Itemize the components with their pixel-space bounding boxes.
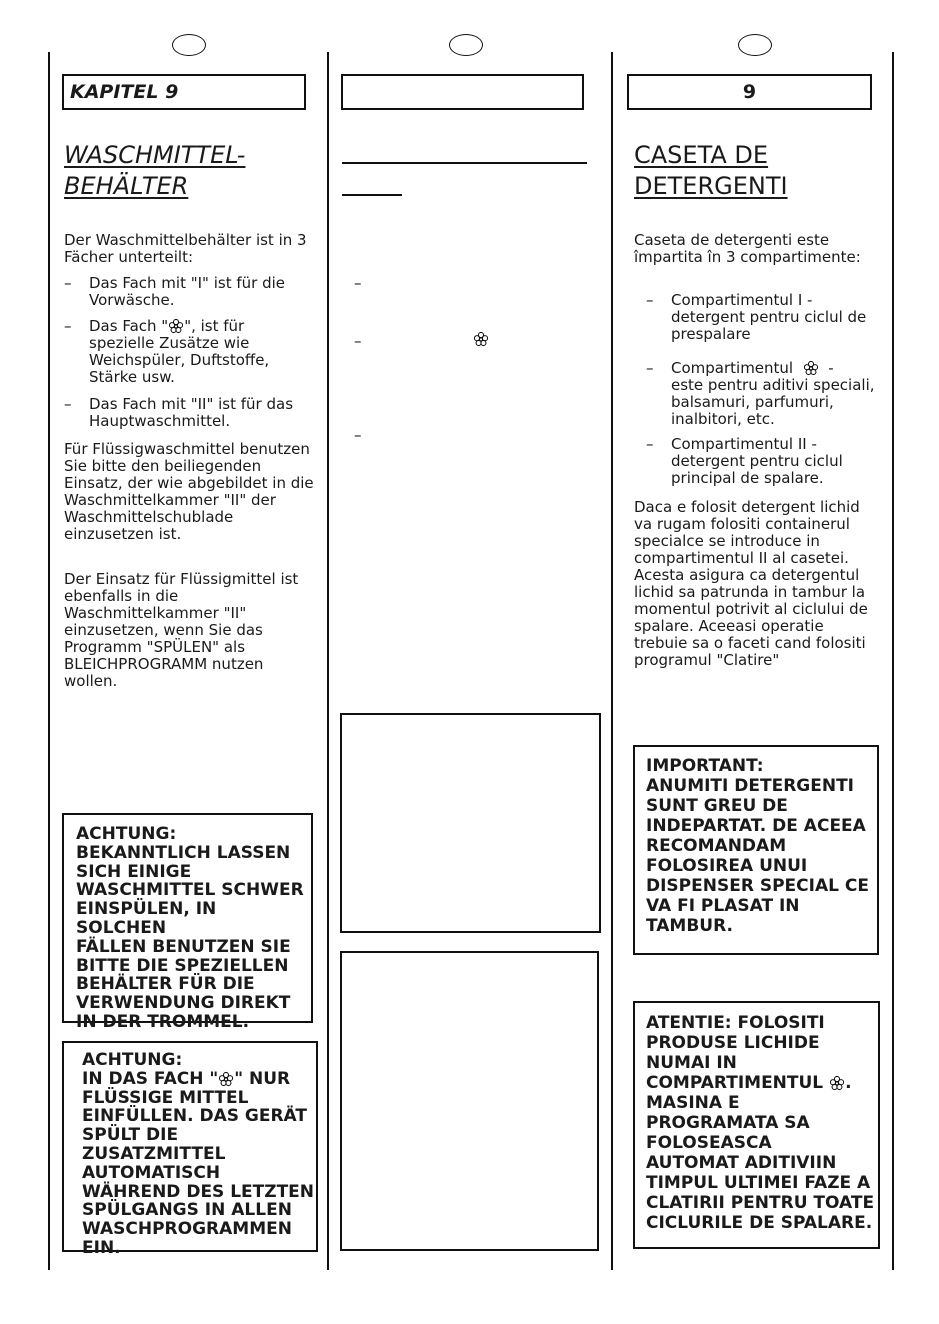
- bullet-dash: –: [354, 426, 362, 444]
- intro-text: Caseta de detergenti este împartita în 3 compartimente:: [634, 231, 861, 266]
- language-circle-icon: [449, 34, 483, 56]
- warning-text-part: ATENTIE: FOLOSITI PRODUSE LICHIDE NUMAI IN COMPARTIMENTUL: [646, 1013, 825, 1093]
- list-item-text: Compartimentul - este pentru aditivi speciali, balsamuri, parfumuri, inalbitori, etc.: [671, 359, 875, 428]
- list-item-text-part: Das Fach ": [89, 317, 169, 335]
- title-line: BEHÄLTER: [64, 172, 189, 200]
- list-item-text-part: ", ist für spezielle Zusätze wie Weichspüler, Duftstoffe, Stärke usw.: [89, 317, 270, 386]
- list-item-text-part: Compartimentul: [671, 359, 794, 377]
- title-line: DETERGENTI: [634, 172, 788, 200]
- list-item-text: Compartimentul I - detergent pentru ciclul de prespalare: [671, 291, 867, 343]
- column-divider: [327, 52, 329, 1270]
- empty-notice-box: [340, 951, 599, 1251]
- flower-icon: [168, 318, 184, 334]
- bullet-dash: –: [64, 274, 72, 292]
- chapter-header: [341, 74, 584, 110]
- language-circle-icon: [738, 34, 772, 56]
- title-underline: [342, 162, 587, 164]
- empty-notice-box: [340, 713, 601, 933]
- bullet-dash: –: [646, 359, 654, 377]
- warning-text-part: " NUR FLÜSSIGE MITTEL EINFÜLLEN. DAS GERÄT SPÜLT DIE ZUSATZMITTEL AUTOMATISCH WÄHREND DES LETZTEN SPÜLGANGS IN ALLEN WASCHPROGRAMMEN EIN.: [82, 1068, 315, 1258]
- flower-icon: [473, 331, 489, 347]
- flower-icon: [218, 1071, 234, 1087]
- list-item-text: [89, 318, 299, 386]
- column-divider: [48, 52, 50, 1270]
- bullet-dash: –: [646, 435, 654, 453]
- list-item-text: Compartimentul II - detergent pentru ciclul principal de spalare.: [671, 435, 843, 487]
- body-paragraph: Für Flüssigwaschmittel benutzen Sie bitte den beiliegenden Einsatz, der wie abgebildet in die Waschmittelkammer "II" der Waschmittelschublade einzusetzen ist.: [64, 440, 314, 543]
- language-circle-icon: [172, 34, 206, 56]
- warning-box: [633, 1001, 880, 1249]
- column-divider: [611, 52, 613, 1270]
- section-title: [634, 140, 788, 202]
- title-line: WASCHMITTEL-: [64, 141, 246, 169]
- bullet-dash: –: [64, 317, 72, 335]
- bullet-dash: –: [354, 332, 362, 350]
- body-paragraph: Der Einsatz für Flüssigmittel ist ebenfalls in die Waschmittelkammer "II" einzusetzen, wenn Sie das Programm "SPÜLEN" als BLEICHPROGRAMM nutzen wollen.: [64, 570, 299, 690]
- warning-text-part: ACHTUNG: IN DAS FACH ": [82, 1050, 219, 1089]
- flower-icon: [803, 360, 819, 376]
- list-item-text-part: este pentru aditivi speciali, balsamuri, parfumuri, inalbitori, etc.: [671, 376, 875, 428]
- flower-icon: [829, 1075, 845, 1091]
- title-line: CASETA DE: [634, 141, 769, 169]
- bullet-dash: –: [646, 291, 654, 309]
- title-underline: [342, 194, 402, 196]
- chapter-label: KAPITEL 9: [70, 81, 179, 103]
- warning-text: [646, 1013, 878, 1233]
- column-divider: [892, 52, 894, 1270]
- bullet-dash: –: [64, 395, 72, 413]
- warning-box: [62, 1041, 318, 1258]
- list-item-text: Das Fach mit "I" ist für die Vorwäsche.: [89, 274, 285, 309]
- body-paragraph: Daca e folosit detergent lichid va rugam folositi containerul specialce se introduce in compartimentul II al casetei. Acesta asigura ca detergentul lichid sa patrunda in tambur la momentul potrivit al ciclului de spalare. Aceeasi operatie trebuie sa o faceti cand folositi programul "Clatire": [634, 498, 868, 669]
- chapter-number: 9: [742, 81, 757, 103]
- intro-text: Der Waschmittelbehälter ist in 3 Fächer unterteilt:: [64, 231, 307, 266]
- warning-text-part: . MASINA E PROGRAMATA SA FOLOSEASCA AUTOMAT ADITIVIIN TIMPUL ULTIMEI FAZE A CLATIRII PENTRU TOATE CICLURILE DE SPALARE.: [646, 1073, 875, 1233]
- warning-text: [82, 1051, 318, 1258]
- chapter-header: [62, 74, 306, 110]
- list-item-text: Das Fach mit "II" ist für das Hauptwaschmittel.: [89, 395, 294, 430]
- chapter-header: [627, 74, 872, 110]
- warning-text: ACHTUNG: BEKANNTLICH LASSEN SICH EINIGE WASCHMITTEL SCHWER EINSPÜLEN, IN SOLCHEN FÄLLEN BENUTZEN SIE BITTE DIE SPEZIELLEN BEHÄLTER FÜR DIE VERWENDUNG DIREKT IN DER TROMMEL.: [76, 824, 304, 1032]
- bullet-dash: –: [354, 274, 362, 292]
- section-title: [64, 140, 245, 202]
- warning-box: [633, 745, 879, 955]
- warning-box: [62, 813, 313, 1032]
- warning-text: IMPORTANT: ANUMITI DETERGENTI SUNT GREU DE INDEPARTAT. DE ACEEA RECOMANDAM FOLOSIREA UNUI DISPENSER SPECIAL CE VA FI PLASAT IN TAMBUR.: [646, 756, 869, 936]
